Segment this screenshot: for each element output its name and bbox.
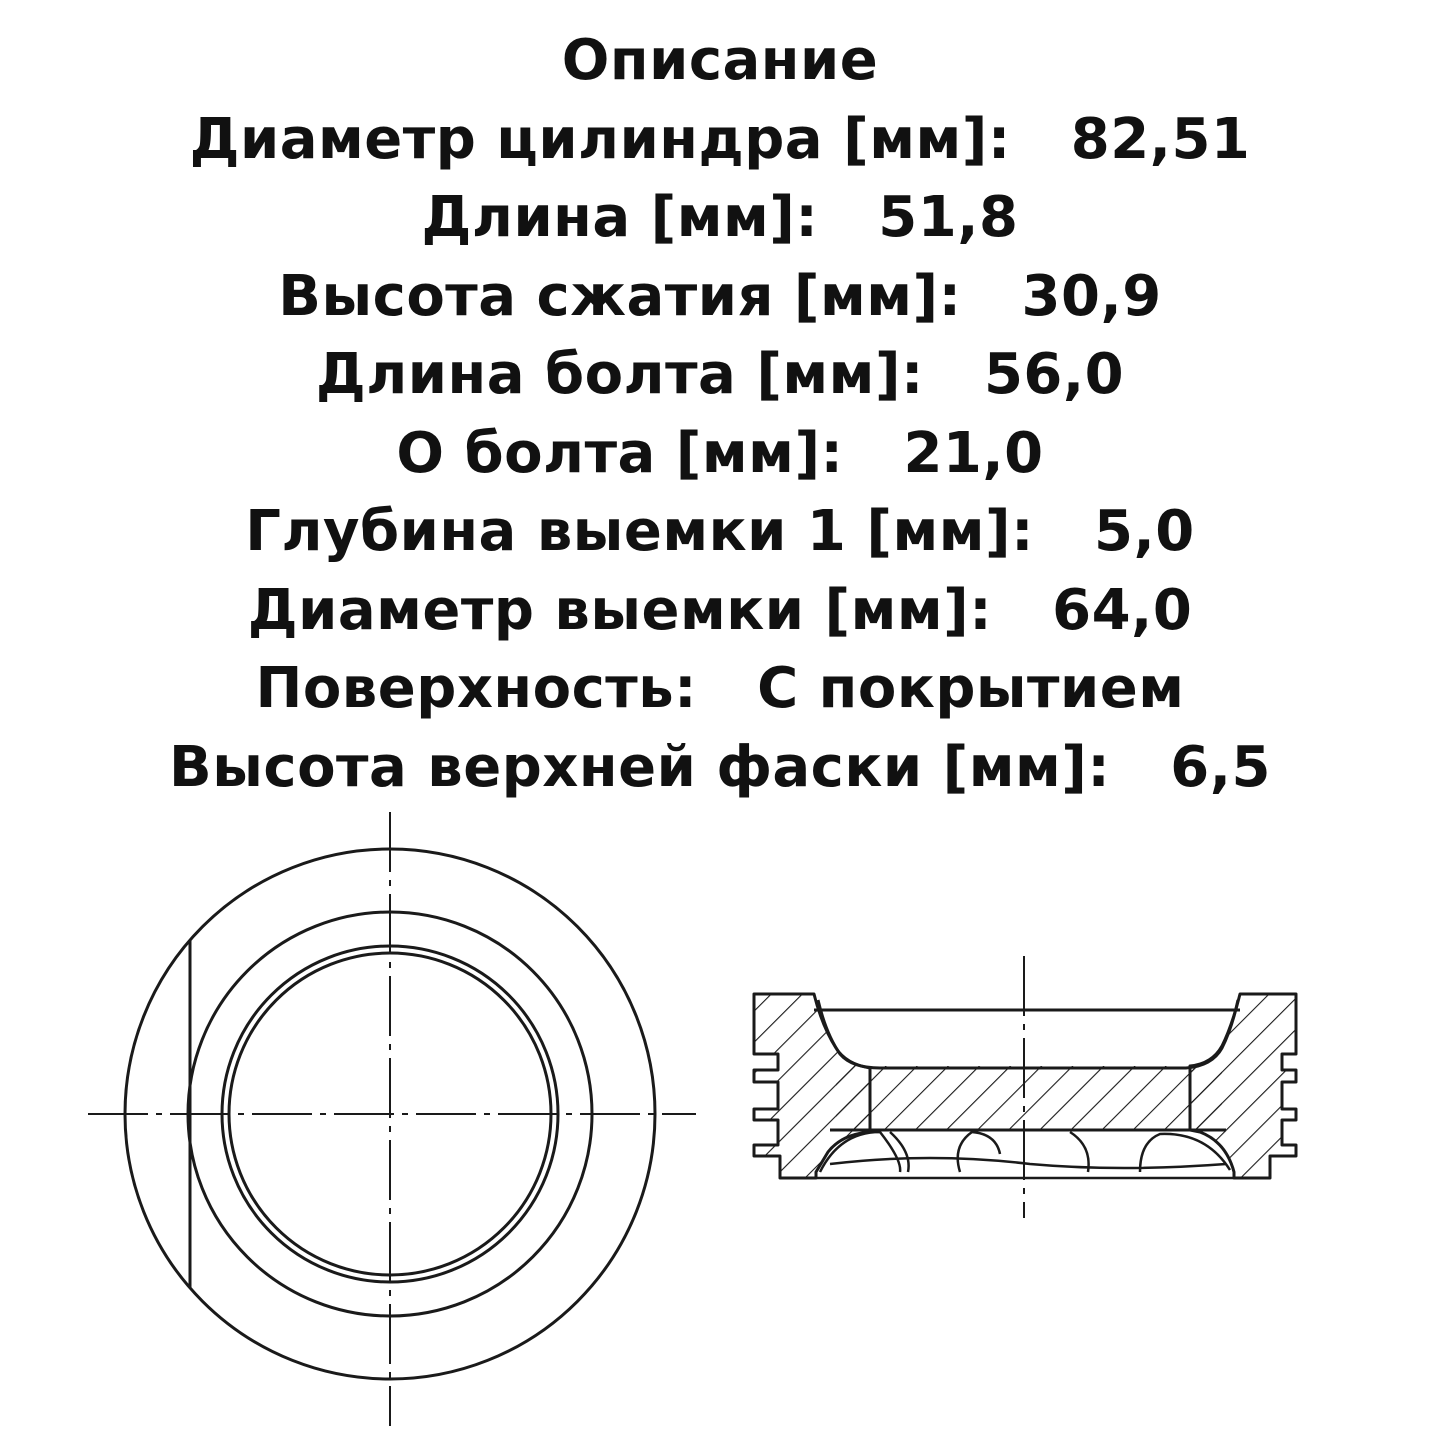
spec-row-surface [0, 650, 1440, 729]
spec-row-pin-diameter [0, 415, 1440, 494]
spec-row-cylinder-diameter [0, 101, 1440, 180]
spec-row-bowl-depth [0, 493, 1440, 572]
spec-label: Высота верхней фаски [мм]: [169, 734, 1111, 800]
spec-value: 64,0 [1052, 577, 1193, 643]
spec-label: Поверхность: [255, 656, 698, 721]
crown-section [836, 1046, 1222, 1130]
spec-row-compression-height [0, 258, 1440, 337]
spec-label: О болта [мм]: [396, 420, 844, 486]
spec-value: 56,0 [983, 342, 1125, 407]
drawing-canvas [0, 800, 1440, 1440]
specification-block [0, 22, 1440, 807]
technical-drawing [0, 800, 1440, 1440]
spec-label: Диаметр выемки [мм]: [247, 577, 993, 643]
spec-label: Длина [мм]: [421, 185, 819, 250]
spec-value: 6,5 [1170, 734, 1271, 800]
spec-label: Высота сжатия [мм]: [278, 263, 962, 329]
piston-section-view [754, 956, 1296, 1218]
spec-value: С покрытием [757, 656, 1185, 721]
right-wall-section [1190, 994, 1296, 1178]
spec-row-pin-length [0, 336, 1440, 415]
spec-label: Длина болта [мм]: [315, 342, 924, 407]
spec-row-bowl-diameter [0, 572, 1440, 651]
spec-value: 51,8 [878, 185, 1019, 250]
spec-value: 5,0 [1093, 499, 1195, 564]
spec-value: 82,51 [1070, 106, 1251, 172]
spec-row-length [0, 179, 1440, 258]
spec-row-top-chamfer-height [0, 729, 1440, 808]
piston-top-view [88, 812, 696, 1426]
spec-label: Глубина выемки 1 [мм]: [245, 499, 1034, 564]
description-title: Описание [561, 28, 879, 93]
spec-label: Диаметр цилиндра [мм]: [189, 106, 1011, 172]
spec-value: 21,0 [903, 420, 1044, 486]
spec-value: 30,9 [1021, 263, 1162, 329]
